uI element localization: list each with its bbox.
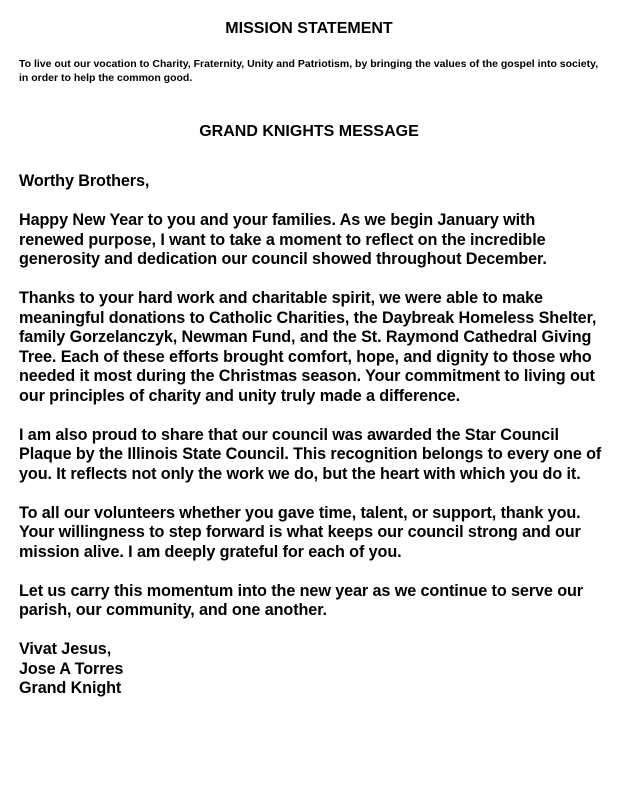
- letter-paragraph-volunteers: To all our volunteers whether you gave time, talent, or support, thank you. Your willingness to step forward is what keeps our council strong and our mission alive. I am deeply grateful for each of you.: [19, 503, 581, 561]
- letter-paragraph-momentum: Let us carry this momentum into the new year as we continue to serve our parish, our community, and one another.: [19, 581, 584, 619]
- letter-paragraph-new-year: Happy New Year to you and your families. As we begin January with renewed purpose, I want to take a moment to reflect on the incredible generosity and dedication our council showed throughout December.: [19, 211, 547, 268]
- grand-knights-letter: [19, 172, 604, 699]
- letter-greeting: Worthy Brothers,: [19, 172, 150, 190]
- signer-title: Grand Knight: [19, 679, 122, 697]
- letter-signature: [19, 640, 604, 699]
- letter-paragraph-donations: Thanks to your hard work and charitable spirit, we were able to make meaningful donations to Catholic Charities, the Daybreak Homeless Shelter, family Gorzelanczyk, Newman Fund, and the St. Raymond Cathedral Giving Tree. Each of these efforts brought comfort, hope, and dignity to those who needed it most during the Christmas season. Your commitment to living out our principles of charity and unity truly made a difference.: [19, 289, 597, 405]
- mission-statement-text: To live out our vocation to Charity, Fraternity, Unity and Patriotism, by bringing the values of the gospel into society, in order to help the common good.: [19, 58, 599, 84]
- grand-knights-message-heading: GRAND KNIGHTS MESSAGE: [199, 123, 419, 140]
- letter-paragraph-star-council: I am also proud to share that our council was awarded the Star Council Plaque by the Illinois State Council. This recognition belongs to every one of you. It reflects not only the work we do, but the heart with which you do it.: [19, 425, 602, 483]
- letter-closing: Vivat Jesus,: [19, 640, 112, 658]
- signer-name: Jose A Torres: [19, 659, 124, 678]
- mission-statement-heading: MISSION STATEMENT: [225, 20, 393, 37]
